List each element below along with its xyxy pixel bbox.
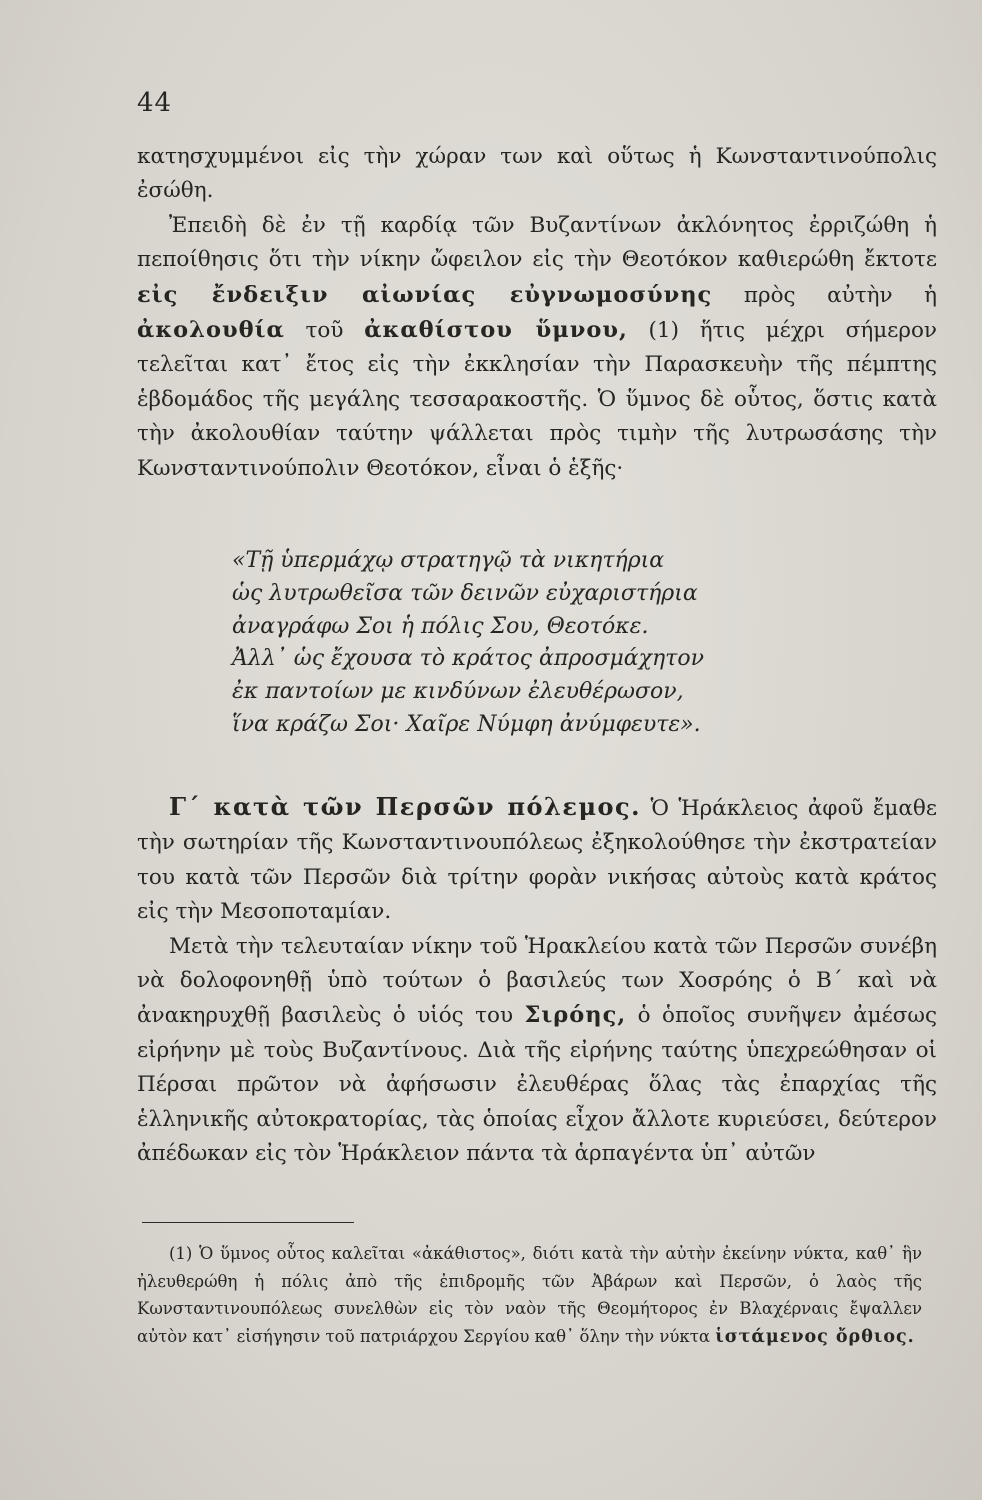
hymn-line: ἵνα κράζω Σοι· Χαῖρε Νύμφη ἀνύμφευτε». [232, 711, 701, 737]
paragraph-2 [137, 209, 937, 486]
hymn-line: Ἀλλ᾽ ὡς ἔχουσα τὸ κράτος ἀπροσμάχητον [232, 646, 704, 672]
hymn-quote [232, 545, 852, 742]
section-heading: Γ´ κατὰ τῶν Περσῶν πόλεμος. [169, 792, 641, 821]
paragraph-2-text-d: (1) ἥτις μέχρι σήμερον τελεῖται κατ᾽ ἔτος εἰς τὴν ἐκκλησίαν τὴν Παρασκευὴν τῆς πέμπτης ἑβδομάδος τῆς μεγάλης τεσσαρακοστῆς. Ὁ ὕμνος δὲ οὗτος, ὅστις κατὰ τὴν ἀκολουθίαν ταύτην ψάλλεται πρὸς τιμὴν τῆς λυτρωσάσης τὴν Κωνσταντινούπολιν Θεοτόκον, εἶναι ὁ ἑξῆς· [137, 318, 937, 481]
hymn-line: ὡς λυτρωθεῖσα τῶν δεινῶν εὐχαριστήρια [232, 580, 698, 606]
section-paragraph-2-text-b: ὁ ὁποῖος συνῆψεν ἀμέσως εἰρήνην μὲ τοὺς Βυζαντίνους. Διὰ τῆς εἰρήνης ταύτης ὑπεχρεώθησαν οἱ Πέρσαι πρῶτον νὰ ἀφήσωσιν ἐλευθέρας ὅλας τὰς ἐπαρχίας τῆς ἑλληνικῆς αὐτοκρατορίας, τὰς ὁποίας εἶχον ἄλλοτε κυριεύσει, δεύτερον ἀπέδωκαν εἰς τὸν Ἡράκλειον πάντα τὰ ἁρπαγέντα ὑπ᾽ αὐτῶν [137, 1003, 937, 1167]
emphasis-akathistos: ἀκαθίστου ὕμνου, [364, 317, 628, 344]
section-paragraph-1 [137, 790, 937, 930]
section-paragraph-2 [137, 930, 937, 1172]
section-paragraph-2-text-a: Μετὰ τὴν τελευταίαν νίκην τοῦ Ἡρακλείου κατὰ τῶν Περσῶν συνέβη νὰ δολοφονηθῇ ὑπὸ τούτων ὁ βασιλεύς των Χοσρόης ὁ Β´ καὶ νὰ ἀνακηρυχθῇ βασιλεὺς ὁ υἱός του [137, 933, 937, 1029]
hymn-line: «Τῇ ὑπερμάχῳ στρατηγῷ τὰ νικητήρια [232, 548, 665, 573]
section-paragraph-1-text: Ὁ Ἡράκλειος ἀφοῦ ἔμαθε τὴν σωτηρίαν τῆς Κωνσταντινουπόλεως ἐξηκολούθησε τὴν ἐκστρατείαν του κατὰ τῶν Περσῶν διὰ τρίτην φορὰν νικήσας αὐτοὺς κατὰ κράτος εἰς τὴν Μεσοποταμίαν. [137, 796, 937, 925]
hymn-line: ἐκ παντοίων με κινδύνων ἐλευθέρωσον, [232, 679, 684, 705]
emphasis-gratitude: εἰς ἔνδειξιν αἰωνίας εὐγνωμοσύνης [137, 281, 713, 308]
hymn-line: ἀναγράφω Σοι ἡ πόλις Σου, Θεοτόκε. [232, 613, 649, 639]
paragraph-2-text-c: τοῦ [305, 318, 344, 344]
paragraph-1: κατησχυμμένοι εἰς τὴν χώραν των καὶ οὕτως ἡ Κωνσταντινούπολις ἐσώθη. [137, 144, 937, 204]
emphasis-akolouthia: ἀκολουθία [137, 317, 285, 344]
section-persian-war [137, 790, 937, 1171]
footnote-text: (1) Ὁ ὕμνος οὗτος καλεῖται «ἀκάθιστος», διότι κατὰ τὴν αὐτὴν ἐκείνην νύκτα, καθ᾽ ἣν ἠλευθερώθη ἡ πόλις ἀπὸ τῆς ἐπιδρομῆς τῶν Ἀβάρων καὶ Περσῶν, ὁ λαὸς τῆς Κωνσταντινουπόλεως συνελθὼν εἰς τὸν ναὸν τῆς Θεομήτορος ἐν Βλαχέρναις ἔψαλλεν αὐτὸν κατ᾽ εἰσήγησιν τοῦ πατριάρχου Σεργίου καθ᾽ ὅλην τὴν νύκτα [137, 1244, 922, 1346]
footnote [137, 1240, 922, 1351]
paragraph-2-text-a: Ἐπειδὴ δὲ ἐν τῇ καρδίᾳ τῶν Βυζαντίνων ἀκλόνητος ἐρριζώθη ἡ πεποίθησις ὅτι τὴν νίκην ὤφειλον εἰς τὴν Θεοτόκον καθιερώθη ἔκτοτε [137, 212, 937, 273]
paragraph-2-text-b: πρὸς αὐτὴν ἡ [743, 282, 937, 308]
page-number: 44 [137, 88, 173, 118]
footnote-divider [142, 1222, 354, 1223]
main-text [137, 140, 937, 486]
emphasis-siroes: Σιρόης, [524, 1002, 627, 1029]
footnote-emphasis: ἱστάμενος ὄρθιος. [715, 1326, 915, 1347]
